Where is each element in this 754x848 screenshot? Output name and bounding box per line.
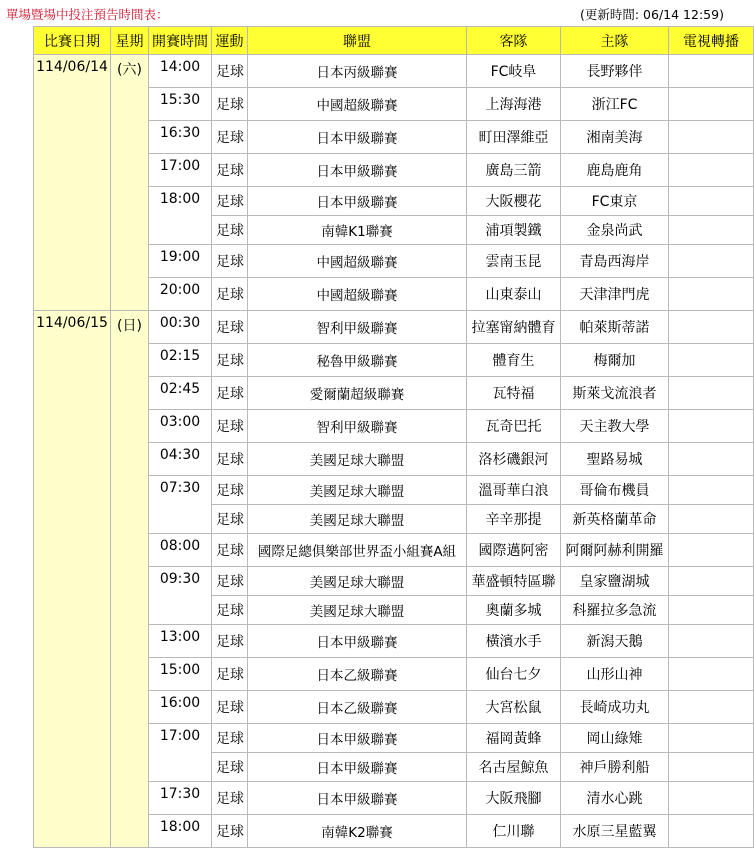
tv-cell — [669, 216, 754, 245]
league-cell: 日本甲級聯賽 — [248, 753, 467, 782]
tv-cell — [669, 724, 754, 753]
updated-time: (更新時間: 06/14 12:59) — [580, 7, 724, 22]
time-cell: 03:00 — [149, 410, 212, 443]
home-team-cell: 梅爾加 — [561, 344, 669, 377]
away-team-cell: 廣島三箭 — [467, 154, 561, 187]
league-cell: 美國足球大聯盟 — [248, 443, 467, 476]
sport-cell: 足球 — [212, 476, 248, 505]
tv-cell — [669, 505, 754, 534]
league-cell: 南韓K2聯賽 — [248, 815, 467, 848]
sport-cell: 足球 — [212, 658, 248, 691]
away-team-cell: 上海海港 — [467, 88, 561, 121]
tv-cell — [669, 245, 754, 278]
league-cell: 日本甲級聯賽 — [248, 121, 467, 154]
league-cell: 美國足球大聯盟 — [248, 567, 467, 596]
away-team-cell: 華盛頓特區聯 — [467, 567, 561, 596]
home-team-cell: 皇家鹽湖城 — [561, 567, 669, 596]
tv-cell — [669, 815, 754, 848]
league-cell: 日本甲級聯賽 — [248, 187, 467, 216]
league-cell: 國際足總俱樂部世界盃小組賽A組 — [248, 534, 467, 567]
tv-cell — [669, 596, 754, 625]
league-cell: 中國超級聯賽 — [248, 245, 467, 278]
league-cell: 日本甲級聯賽 — [248, 782, 467, 815]
home-team-cell: 湘南美海 — [561, 121, 669, 154]
sport-cell: 足球 — [212, 596, 248, 625]
tv-cell — [669, 782, 754, 815]
away-team-cell: 仙台七夕 — [467, 658, 561, 691]
league-cell: 智利甲級聯賽 — [248, 311, 467, 344]
header-away: 客隊 — [467, 27, 561, 55]
league-cell: 美國足球大聯盟 — [248, 505, 467, 534]
tv-cell — [669, 121, 754, 154]
date-cell: 114/06/14 — [34, 55, 111, 311]
away-team-cell: FC岐阜 — [467, 55, 561, 88]
sport-cell: 足球 — [212, 377, 248, 410]
sport-cell: 足球 — [212, 782, 248, 815]
time-cell: 02:45 — [149, 377, 212, 410]
tv-cell — [669, 534, 754, 567]
tv-cell — [669, 55, 754, 88]
league-cell: 智利甲級聯賽 — [248, 410, 467, 443]
sport-cell: 足球 — [212, 154, 248, 187]
sport-cell: 足球 — [212, 724, 248, 753]
home-team-cell: 岡山綠雉 — [561, 724, 669, 753]
league-cell: 日本甲級聯賽 — [248, 154, 467, 187]
sport-cell: 足球 — [212, 216, 248, 245]
header-league: 聯盟 — [248, 27, 467, 55]
tv-cell — [669, 311, 754, 344]
time-cell: 13:00 — [149, 625, 212, 658]
home-team-cell: 天主教大學 — [561, 410, 669, 443]
sport-cell: 足球 — [212, 311, 248, 344]
header-home: 主隊 — [561, 27, 669, 55]
home-team-cell: 神戶勝利船 — [561, 753, 669, 782]
away-team-cell: 町田澤維亞 — [467, 121, 561, 154]
time-cell: 02:15 — [149, 344, 212, 377]
header-date: 比賽日期 — [34, 27, 111, 55]
header-tv: 電視轉播 — [669, 27, 754, 55]
tv-cell — [669, 753, 754, 782]
time-cell: 04:30 — [149, 443, 212, 476]
time-cell: 16:00 — [149, 691, 212, 724]
tv-cell — [669, 154, 754, 187]
home-team-cell: 青島西海岸 — [561, 245, 669, 278]
league-cell: 愛爾蘭超級聯賽 — [248, 377, 467, 410]
tv-cell — [669, 278, 754, 311]
home-team-cell: 清水心跳 — [561, 782, 669, 815]
time-cell: 09:30 — [149, 567, 212, 625]
schedule-table — [33, 26, 754, 848]
time-cell: 16:30 — [149, 121, 212, 154]
tv-cell — [669, 344, 754, 377]
time-cell: 14:00 — [149, 55, 212, 88]
sport-cell: 足球 — [212, 505, 248, 534]
sport-cell: 足球 — [212, 443, 248, 476]
away-team-cell: 雲南玉昆 — [467, 245, 561, 278]
week-cell: (日) — [111, 311, 149, 848]
league-cell: 日本乙級聯賽 — [248, 691, 467, 724]
sport-cell: 足球 — [212, 625, 248, 658]
sport-cell: 足球 — [212, 691, 248, 724]
time-cell: 19:00 — [149, 245, 212, 278]
time-cell: 17:30 — [149, 782, 212, 815]
header-week: 星期 — [111, 27, 149, 55]
date-cell: 114/06/15 — [34, 311, 111, 848]
header-sport: 運動 — [212, 27, 248, 55]
away-team-cell: 福岡黃蜂 — [467, 724, 561, 753]
home-team-cell: 阿爾阿赫利開羅 — [561, 534, 669, 567]
tv-cell — [669, 658, 754, 691]
home-team-cell: FC東京 — [561, 187, 669, 216]
sport-cell: 足球 — [212, 121, 248, 154]
away-team-cell: 仁川聯 — [467, 815, 561, 848]
sport-cell: 足球 — [212, 55, 248, 88]
away-team-cell: 山東泰山 — [467, 278, 561, 311]
tv-cell — [669, 476, 754, 505]
sport-cell: 足球 — [212, 534, 248, 567]
league-cell: 南韓K1聯賽 — [248, 216, 467, 245]
time-cell: 18:00 — [149, 815, 212, 848]
home-team-cell: 斯萊戈流浪者 — [561, 377, 669, 410]
time-cell: 17:00 — [149, 154, 212, 187]
tv-cell — [669, 443, 754, 476]
away-team-cell: 橫濱水手 — [467, 625, 561, 658]
home-team-cell: 新英格蘭革命 — [561, 505, 669, 534]
schedule-body — [34, 55, 754, 848]
time-cell: 08:00 — [149, 534, 212, 567]
time-cell: 20:00 — [149, 278, 212, 311]
league-cell: 日本甲級聯賽 — [248, 625, 467, 658]
tv-cell — [669, 187, 754, 216]
home-team-cell: 新潟天鵝 — [561, 625, 669, 658]
home-team-cell: 哥倫布機員 — [561, 476, 669, 505]
home-team-cell: 水原三星藍翼 — [561, 815, 669, 848]
time-cell: 18:00 — [149, 187, 212, 245]
league-cell: 秘魯甲級聯賽 — [248, 344, 467, 377]
league-cell: 美國足球大聯盟 — [248, 596, 467, 625]
sport-cell: 足球 — [212, 567, 248, 596]
away-team-cell: 大阪飛腳 — [467, 782, 561, 815]
away-team-cell: 名古屋鯨魚 — [467, 753, 561, 782]
table-row — [34, 311, 754, 344]
league-cell: 中國超級聯賽 — [248, 88, 467, 121]
home-team-cell: 聖路易城 — [561, 443, 669, 476]
tv-cell — [669, 88, 754, 121]
home-team-cell: 浙江FC — [561, 88, 669, 121]
tv-cell — [669, 377, 754, 410]
tv-cell — [669, 691, 754, 724]
tv-cell — [669, 567, 754, 596]
tv-cell — [669, 625, 754, 658]
sport-cell: 足球 — [212, 278, 248, 311]
home-team-cell: 帕萊斯蒂諾 — [561, 311, 669, 344]
time-cell: 00:30 — [149, 311, 212, 344]
page-title: 單場暨場中投注預告時間表： — [6, 7, 169, 22]
home-team-cell: 長野夥伴 — [561, 55, 669, 88]
sport-cell: 足球 — [212, 245, 248, 278]
league-cell: 日本甲級聯賽 — [248, 724, 467, 753]
time-cell: 15:00 — [149, 658, 212, 691]
away-team-cell: 溫哥華白浪 — [467, 476, 561, 505]
sport-cell: 足球 — [212, 753, 248, 782]
away-team-cell: 瓦特福 — [467, 377, 561, 410]
away-team-cell: 奧蘭多城 — [467, 596, 561, 625]
away-team-cell: 體育生 — [467, 344, 561, 377]
league-cell: 日本乙級聯賽 — [248, 658, 467, 691]
away-team-cell: 大宮松鼠 — [467, 691, 561, 724]
away-team-cell: 拉塞甯納體育 — [467, 311, 561, 344]
home-team-cell: 鹿島鹿角 — [561, 154, 669, 187]
tv-cell — [669, 410, 754, 443]
away-team-cell: 瓦奇巴托 — [467, 410, 561, 443]
time-cell: 17:00 — [149, 724, 212, 782]
sport-cell: 足球 — [212, 88, 248, 121]
league-cell: 日本丙級聯賽 — [248, 55, 467, 88]
home-team-cell: 長崎成功丸 — [561, 691, 669, 724]
home-team-cell: 山形山神 — [561, 658, 669, 691]
time-cell: 07:30 — [149, 476, 212, 534]
sport-cell: 足球 — [212, 344, 248, 377]
league-cell: 美國足球大聯盟 — [248, 476, 467, 505]
header-bar — [0, 0, 724, 28]
away-team-cell: 大阪櫻花 — [467, 187, 561, 216]
sport-cell: 足球 — [212, 815, 248, 848]
sport-cell: 足球 — [212, 187, 248, 216]
time-cell: 15:30 — [149, 88, 212, 121]
header-row — [34, 27, 754, 55]
league-cell: 中國超級聯賽 — [248, 278, 467, 311]
week-cell: (六) — [111, 55, 149, 311]
away-team-cell: 國際邁阿密 — [467, 534, 561, 567]
header-time: 開賽時間 — [149, 27, 212, 55]
home-team-cell: 金泉尚武 — [561, 216, 669, 245]
away-team-cell: 洛杉磯銀河 — [467, 443, 561, 476]
sport-cell: 足球 — [212, 410, 248, 443]
home-team-cell: 科羅拉多急流 — [561, 596, 669, 625]
away-team-cell: 辛辛那提 — [467, 505, 561, 534]
home-team-cell: 天津津門虎 — [561, 278, 669, 311]
away-team-cell: 浦項製鐵 — [467, 216, 561, 245]
table-row — [34, 55, 754, 88]
